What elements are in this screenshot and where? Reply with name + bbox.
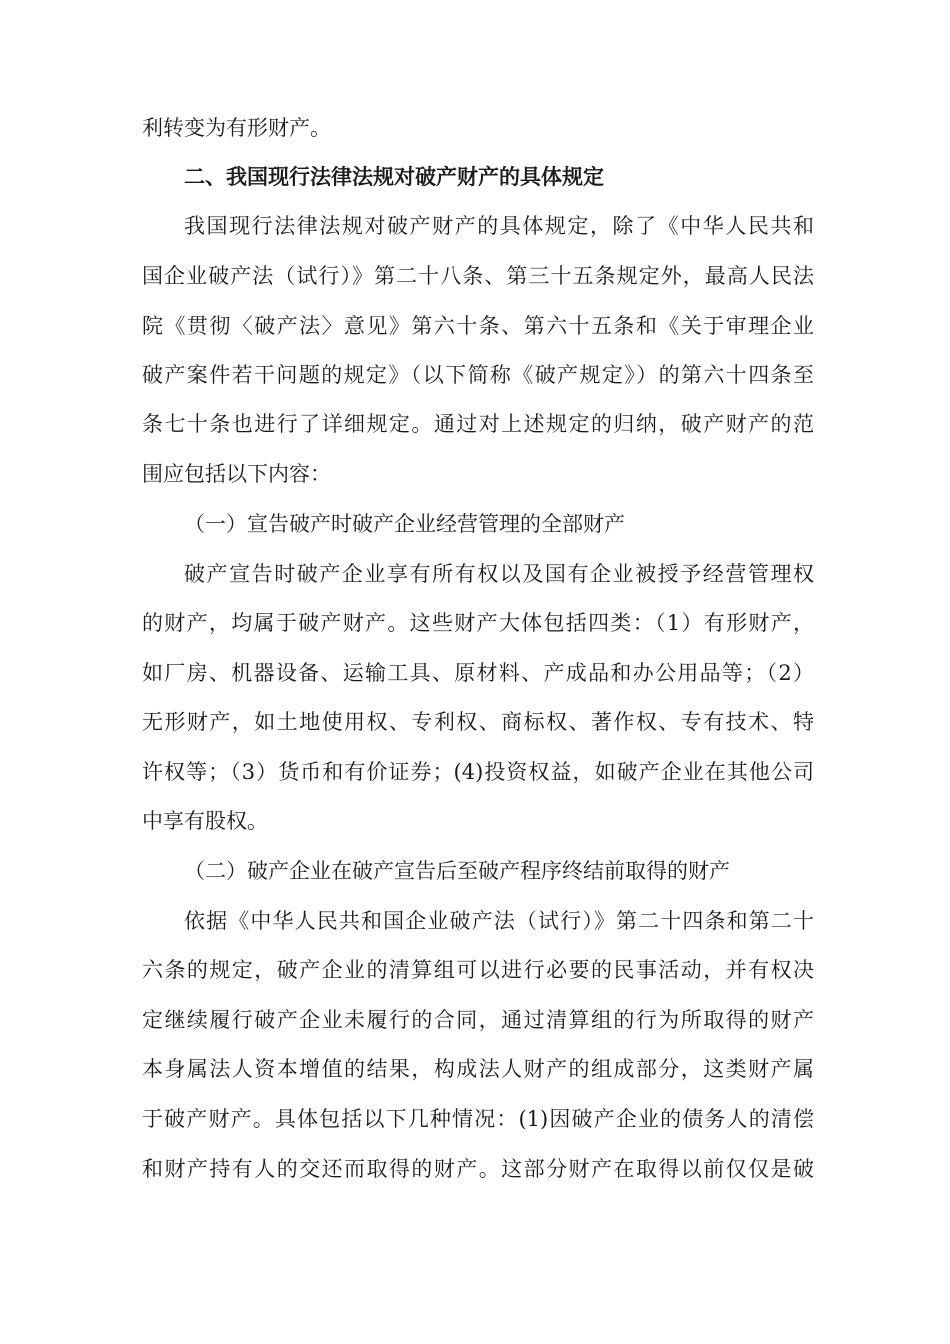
paragraph-line: 依据《中华人民共和国企业破产法（试行）》第二十四条和第二十	[184, 909, 814, 933]
paragraph-line: 六条的规定，破产企业的清算组可以进行必要的民事活动，并有权决	[142, 958, 814, 982]
paragraph-line: 和财产持有人的交还而取得的财产。这部分财产在取得以前仅仅是破	[142, 1157, 814, 1181]
subheading: （二）破产企业在破产宣告后至破产程序终结前取得的财产	[184, 859, 730, 883]
paragraph-line: 中享有股权。	[142, 809, 268, 833]
paragraph-line: 破产案件若干问题的规定》（以下简称《破产规定》）的第六十四条至	[142, 363, 814, 387]
paragraph-line: 围应包括以下内容：	[142, 462, 331, 486]
paragraph-line: 的财产，均属于破产财产。这些财产大体包括四类：（1）有形财产，	[142, 611, 814, 635]
section-heading: 二、我国现行法律法规对破产财产的具体规定	[184, 165, 604, 189]
paragraph-line: 定继续履行破产企业未履行的合同，通过清算组的行为所取得的财产	[142, 1008, 814, 1032]
paragraph-line: 破产宣告时破产企业享有所有权以及国有企业被授予经营管理权	[184, 562, 814, 586]
paragraph-line: 我国现行法律法规对破产财产的具体规定，除了《中华人民共和	[184, 214, 814, 238]
paragraph-line: 条七十条也进行了详细规定。通过对上述规定的归纳，破产财产的范	[142, 412, 814, 436]
subheading: （一）宣告破产时破产企业经营管理的全部财产	[184, 512, 625, 536]
paragraph-line: 许权等；（3）货币和有价证券；(4)投资权益，如破产企业在其他公司	[142, 760, 814, 784]
paragraph-line: 院《贯彻〈破产法〉意见》第六十条、第六十五条和《关于审理企业	[142, 314, 814, 338]
paragraph-line: 如厂房、机器设备、运输工具、原材料、产成品和办公用品等；（2）	[142, 661, 814, 685]
paragraph-line: 于破产财产。具体包括以下几种情况：(1)因破产企业的债务人的清偿	[142, 1107, 814, 1131]
paragraph-line: 利转变为有形财产。	[142, 116, 331, 140]
paragraph-line: 无形财产，如土地使用权、专利权、商标权、著作权、专有技术、特	[142, 710, 814, 734]
paragraph-line: 国企业破产法（试行）》第二十八条、第三十五条规定外，最高人民法	[142, 264, 814, 288]
paragraph-line: 本身属法人资本增值的结果，构成法人财产的组成部分，这类财产属	[142, 1057, 814, 1081]
